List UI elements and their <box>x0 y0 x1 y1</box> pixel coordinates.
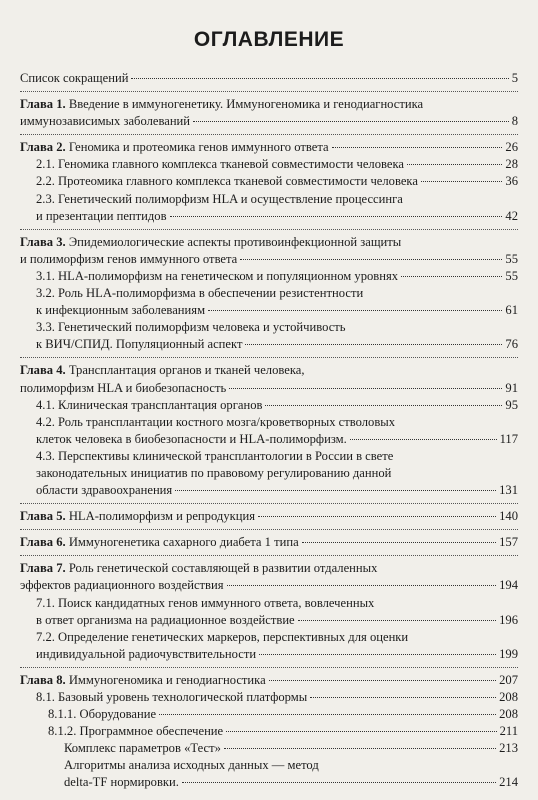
toc-entry-title: иммунозависимых заболеваний <box>20 114 191 129</box>
toc-entry-text <box>20 380 226 397</box>
chapter-label: Глава 4. <box>20 363 66 378</box>
toc-entry-text <box>20 70 128 87</box>
page-number: 26 <box>505 140 518 155</box>
toc-chapter-entry[interactable] <box>20 91 518 130</box>
toc-entry-text <box>48 706 156 723</box>
toc-entry-line <box>20 96 518 113</box>
dot-leader <box>193 121 509 122</box>
toc-entry-line <box>64 740 518 757</box>
chapter-label: Глава 2. <box>20 140 66 155</box>
dot-leader <box>407 164 502 165</box>
toc-entry-title: Эпидемиологические аспекты противоинфекционной защиты <box>68 234 402 249</box>
toc-entry-line <box>36 414 518 431</box>
chapter-label: Глава 1. <box>20 97 66 112</box>
toc-entry-line <box>64 757 518 774</box>
toc-entry-text <box>36 319 346 336</box>
toc-entry-line <box>20 251 518 268</box>
page-number: 61 <box>505 303 518 318</box>
toc-entry-title: клеток человека в биобезопасности и HLA-полиморфизм. <box>36 431 347 446</box>
toc-entry-line <box>36 612 518 629</box>
toc-entry-text <box>64 774 179 791</box>
toc-section-entry[interactable] <box>20 689 518 706</box>
toc-entry-text <box>20 560 377 577</box>
toc-entry-line <box>36 173 518 190</box>
toc-entry-title: к инфекционным заболеваниям <box>36 303 206 318</box>
toc-entry-title: 2.3. Генетический полиморфизм HLA и осуществление процессинга <box>36 191 403 206</box>
dot-leader <box>310 697 496 698</box>
dot-leader <box>175 490 496 491</box>
toc-entry-line <box>36 646 518 663</box>
toc-entry-text <box>20 508 255 525</box>
toc-entry-line <box>64 774 518 791</box>
dot-leader <box>332 147 503 148</box>
toc-entry-title: к ВИЧ/СПИД. Популяционный аспект <box>36 337 243 352</box>
dot-leader <box>240 259 502 260</box>
dot-leader <box>131 78 508 79</box>
dot-leader <box>227 585 497 586</box>
chapter-label: Глава 3. <box>20 234 66 249</box>
toc-entry-text <box>36 191 403 208</box>
page-number: 117 <box>499 431 518 446</box>
toc-entry-title: полиморфизм HLA и биобезопасность <box>20 380 227 395</box>
dot-leader <box>245 344 502 345</box>
toc-entry-line <box>36 482 518 499</box>
toc-entry-line <box>36 302 518 319</box>
page-number: 8 <box>511 114 518 129</box>
toc-entry-text <box>20 251 237 268</box>
toc-entry-text <box>36 465 391 482</box>
toc-entry-text <box>36 689 307 706</box>
dot-leader <box>259 654 496 655</box>
page-number: 194 <box>499 578 518 593</box>
toc-chapter-entry[interactable] <box>20 503 518 525</box>
toc-entry-line <box>36 595 518 612</box>
toc-entry-line <box>36 397 518 414</box>
toc-entry-line <box>20 70 518 87</box>
toc-entry-text <box>20 672 266 689</box>
toc-entry-line <box>36 431 518 448</box>
toc-entry-text <box>36 448 393 465</box>
toc-chapter-entry[interactable] <box>20 529 518 551</box>
dot-leader <box>226 731 496 732</box>
toc-entry-text <box>20 577 224 594</box>
toc-entry-line <box>20 534 518 551</box>
dot-leader <box>229 388 502 389</box>
toc-entry-line <box>20 234 518 251</box>
toc-entry-title: delta-TF нормировки. <box>64 775 179 790</box>
toc-entry-title: 8.1.1. Оборудование <box>48 707 157 722</box>
toc-chapter-entry[interactable] <box>20 229 518 268</box>
toc-section-entry[interactable] <box>20 595 518 629</box>
toc-entry-title: 4.2. Роль трансплантации костного мозга/кроветворных стволовых <box>36 414 396 429</box>
toc-section-entry[interactable] <box>20 740 518 757</box>
toc-entry-text <box>36 336 242 353</box>
dot-leader <box>258 516 496 517</box>
toc-entry-title: 7.2. Определение генетических маркеров, перспективных для оценки <box>36 629 409 644</box>
toc-entry-title: индивидуальной радиочувствительности <box>36 646 257 661</box>
toc-entry-line <box>36 448 518 465</box>
toc-entry-text <box>20 234 401 251</box>
toc-entry-line <box>36 156 518 173</box>
chapter-label: Глава 6. <box>20 535 66 550</box>
toc-entry-title: Иммуногеномика и генодиагностика <box>68 672 266 687</box>
toc-entry-title: 3.2. Роль HLA-полиморфизма в обеспечении резистентности <box>36 286 364 301</box>
toc-entry-title: 8.1. Базовый уровень технологической платформы <box>36 690 308 704</box>
toc-entry-line <box>36 336 518 353</box>
page-title: ОГЛАВЛЕНИЕ <box>193 28 345 51</box>
toc-entry-text <box>64 757 319 774</box>
toc-entry-text <box>36 646 256 663</box>
toc-entry-line <box>48 723 518 740</box>
toc-entry-text <box>36 482 172 499</box>
toc-entry-line <box>20 380 518 397</box>
page-number: 157 <box>499 535 518 550</box>
dot-leader <box>224 748 496 749</box>
toc-entry-line <box>20 508 518 525</box>
toc-entry-title: Комплекс параметров «Тест» <box>64 741 221 756</box>
toc-entry-title: 2.2. Протеомика главного комплекса тканевой совместимости человека <box>36 174 418 189</box>
toc-entry-title: 7.1. Поиск кандидатных генов иммунного ответа, вовлеченных <box>36 595 375 610</box>
toc-entry-text <box>36 285 363 302</box>
page-number: 214 <box>499 775 518 790</box>
toc-entry-line <box>20 139 518 156</box>
page-number: 42 <box>505 208 518 223</box>
toc-entry-title: Геномика и протеомика генов иммунного ответа <box>68 140 329 155</box>
toc-entry-text <box>36 397 262 414</box>
toc-section-entry[interactable] <box>20 156 518 173</box>
toc-entry-title: 4.3. Перспективы клинической трансплантологии в России в свете <box>36 448 394 463</box>
toc-entry-line <box>36 208 518 225</box>
toc-chapter-entry[interactable] <box>20 70 518 87</box>
dot-leader <box>265 405 502 406</box>
toc-chapter-entry[interactable] <box>20 134 518 156</box>
toc-entry-text <box>36 302 205 319</box>
chapter-label: Глава 8. <box>20 672 66 687</box>
page-number: 36 <box>505 174 518 189</box>
toc-entry-title: 3.1. HLA-полиморфизм на генетическом и популяционном уровнях <box>36 268 399 283</box>
toc-entry-line <box>36 465 518 482</box>
toc-entry-text <box>36 629 408 646</box>
toc-entry-title: области здравоохранения <box>36 483 173 498</box>
toc-entry-text <box>36 612 295 629</box>
page-number: 55 <box>505 251 518 266</box>
page-number: 208 <box>499 707 518 722</box>
page-number: 140 <box>499 509 518 524</box>
chapter-label: Глава 7. <box>20 561 66 576</box>
toc-entry-title: в ответ организма на радиационное воздействие <box>36 612 295 627</box>
page-number: 76 <box>505 337 518 352</box>
page-number: 207 <box>499 672 518 687</box>
chapter-label: Глава 5. <box>20 509 66 524</box>
toc-entry-line <box>36 285 518 302</box>
dot-leader <box>350 439 497 440</box>
toc-entry-title: и полиморфизм генов иммунного ответа <box>20 251 238 266</box>
page-number: 28 <box>505 157 518 172</box>
toc-entry-line <box>36 191 518 208</box>
toc-entry-text <box>20 113 190 130</box>
page-number: 131 <box>499 483 518 498</box>
toc-section-entry[interactable] <box>20 191 518 225</box>
toc-section-entry[interactable] <box>20 414 518 448</box>
toc-entry-text <box>64 740 221 757</box>
toc-entry-text <box>36 595 374 612</box>
toc-section-entry[interactable] <box>20 285 518 319</box>
toc-section-entry[interactable] <box>20 757 518 791</box>
page-number: 211 <box>499 724 518 739</box>
toc-entry-title: Роль генетической составляющей в развитии отдаленных <box>68 561 378 576</box>
toc-section-entry[interactable] <box>20 397 518 414</box>
toc-entry-text <box>36 156 404 173</box>
dot-leader <box>159 714 496 715</box>
toc-entry-title: 2.1. Геномика главного комплекса тканевой совместимости человека <box>36 157 404 172</box>
dot-leader <box>401 276 502 277</box>
toc-section-entry[interactable] <box>20 706 518 723</box>
toc-entry-title: 8.1.2. Программное обеспечение <box>48 724 224 739</box>
toc-entry-title: Список сокращений <box>20 71 129 85</box>
toc-entry-title: и презентации пептидов <box>36 208 167 223</box>
toc-entry-text <box>20 139 329 156</box>
toc-entry-title: законодательных инициатив по правовому регулированию данной <box>36 465 392 480</box>
toc-entry-title: Трансплантация органов и тканей человека, <box>68 363 305 378</box>
toc-entry-text <box>36 268 398 285</box>
toc-section-entry[interactable] <box>20 173 518 190</box>
toc-section-entry[interactable] <box>20 723 518 740</box>
page-number: 55 <box>505 268 518 283</box>
toc-entry-text <box>20 96 423 113</box>
toc-entry-text <box>20 362 305 379</box>
page-number: 5 <box>511 71 518 85</box>
page-number: 199 <box>499 646 518 661</box>
toc-entry-line <box>36 689 518 706</box>
toc-entry-title: Иммуногенетика сахарного диабета 1 типа <box>68 535 299 550</box>
toc-entry-line <box>20 113 518 130</box>
toc-entry-line <box>48 706 518 723</box>
dot-leader <box>298 620 496 621</box>
toc-entry-title: эффектов радиационного воздействия <box>20 578 224 593</box>
dot-leader <box>302 542 496 543</box>
toc-entry-text <box>48 723 223 740</box>
toc-entry-line <box>20 362 518 379</box>
toc-entry-text <box>20 534 299 551</box>
toc-entry-line <box>36 319 518 336</box>
page-number: 91 <box>505 380 518 395</box>
toc-entry-text <box>36 414 395 431</box>
toc-entry-line <box>36 629 518 646</box>
toc-entry-line <box>36 268 518 285</box>
page-number: 213 <box>499 741 518 756</box>
toc-entry-text <box>36 431 347 448</box>
toc-entry-text <box>36 208 167 225</box>
page-number: 95 <box>505 397 518 412</box>
dot-leader <box>421 181 502 182</box>
dot-leader <box>269 680 496 681</box>
page-number: 208 <box>499 690 518 704</box>
toc-entry-line <box>20 560 518 577</box>
toc-entry-title: Введение в иммуногенетику. Иммуногеномика и генодиагностика <box>68 97 424 112</box>
toc-section-entry[interactable] <box>20 629 518 663</box>
toc-section-entry[interactable] <box>20 319 518 353</box>
toc-entry-title: 3.3. Генетический полиморфизм человека и устойчивость <box>36 320 346 335</box>
toc-section-entry[interactable] <box>20 268 518 285</box>
table-of-contents <box>20 70 518 792</box>
dot-leader <box>208 310 502 311</box>
dot-leader <box>182 782 496 783</box>
toc-entry-line <box>20 672 518 689</box>
toc-chapter-entry[interactable] <box>20 555 518 594</box>
toc-entry-title: HLA-полиморфизм и репродукция <box>68 509 256 524</box>
dot-leader <box>170 216 503 217</box>
toc-chapter-entry[interactable] <box>20 667 518 689</box>
toc-entry-line <box>20 577 518 594</box>
toc-section-entry[interactable] <box>20 448 518 499</box>
toc-chapter-entry[interactable] <box>20 357 518 396</box>
toc-entry-text <box>36 173 418 190</box>
toc-entry-title: Алгоритмы анализа исходных данных — метод <box>64 758 319 773</box>
toc-entry-title: 4.1. Клиническая трансплантация органов <box>36 397 263 412</box>
page-number: 196 <box>499 612 518 627</box>
